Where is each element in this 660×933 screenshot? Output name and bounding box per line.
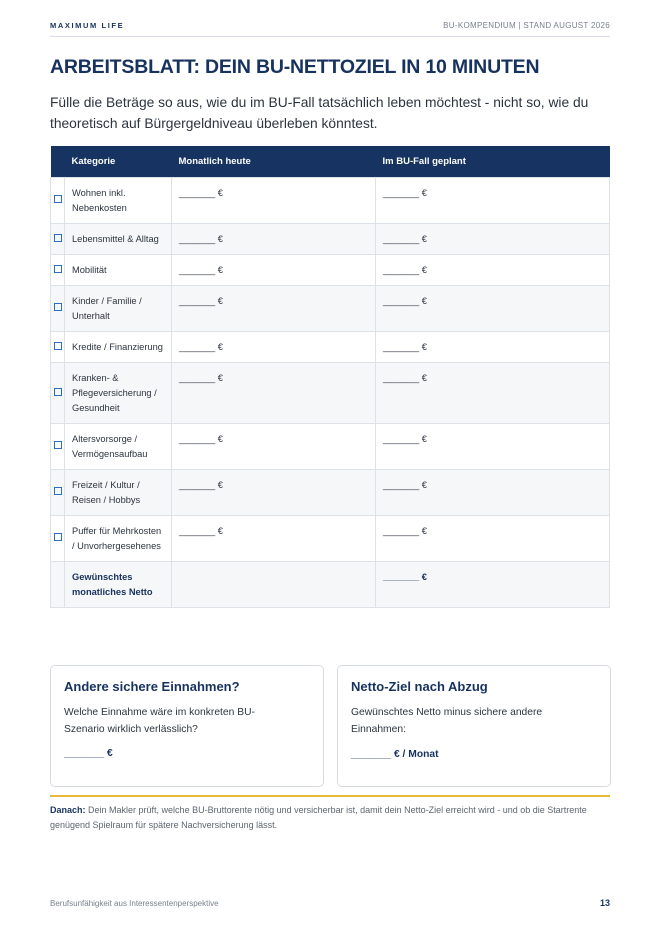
row-checkbox-cell [51, 332, 65, 363]
amount-planned-field[interactable]: _______ € [376, 516, 610, 562]
amount-planned-field[interactable]: _______ € [376, 363, 610, 424]
category-cell: Kinder / Familie / Unterhalt [65, 286, 172, 332]
table-row [51, 332, 610, 363]
amount-planned-field[interactable]: _______ € [376, 224, 610, 255]
amount-planned-field[interactable]: _______ € [376, 286, 610, 332]
category-cell: Mobilität [65, 255, 172, 286]
total-row [51, 562, 610, 608]
header-checkbox-col [51, 146, 65, 178]
note-text: Dein Makler prüft, welche BU-Bruttorente nötig und versicherbar ist, damit dein Netto-Ziel erreicht wird - und ob die Startrente genügend Spielraum für spätere Nachversicherung lässt. [50, 805, 587, 830]
row-checkbox-cell [51, 224, 65, 255]
card-text: Gewünschtes Netto minus sichere andere Einnahmen: [351, 707, 543, 735]
column-header-category: Kategorie [65, 146, 172, 178]
table-row [51, 363, 610, 424]
checkbox[interactable] [54, 303, 62, 311]
amount-today-field[interactable]: _______ € [172, 224, 376, 255]
footer-title: Berufsunfähigkeit aus Interessentenperspektive [50, 899, 219, 908]
total-label: Gewünschtes monatliches Netto [65, 562, 172, 608]
amount-today-field[interactable]: _______ € [172, 470, 376, 516]
total-today-cell [172, 562, 376, 608]
category-cell: Freizeit / Kultur / Reisen / Hobbys [65, 470, 172, 516]
amount-planned-field[interactable]: _______ € [376, 470, 610, 516]
net-goal-field[interactable]: _______ € / Monat [351, 749, 439, 760]
category-cell: Altersvorsorge / Vermögensaufbau [65, 424, 172, 470]
table-row [51, 516, 610, 562]
category-cell: Lebensmittel & Alltag [65, 224, 172, 255]
row-checkbox-cell [51, 178, 65, 224]
worksheet-table [50, 146, 610, 608]
row-checkbox-cell [51, 470, 65, 516]
table-header-row [51, 146, 610, 178]
row-checkbox-cell [51, 255, 65, 286]
page-title: ARBEITSBLATT: DEIN BU-NETTOZIEL IN 10 MINUTEN [50, 56, 540, 78]
other-income-card [50, 665, 324, 787]
page-number: 13 [599, 898, 610, 908]
amount-today-field[interactable]: _______ € [172, 516, 376, 562]
table-row [51, 286, 610, 332]
checkbox[interactable] [54, 234, 62, 242]
amount-today-field[interactable]: _______ € [172, 424, 376, 470]
table-row [51, 255, 610, 286]
amount-today-field[interactable]: _______ € [172, 332, 376, 363]
total-planned-field[interactable]: _______ € [376, 562, 610, 608]
header-divider [50, 36, 610, 37]
checkbox[interactable] [54, 342, 62, 350]
page-header [50, 21, 610, 35]
checkbox[interactable] [54, 441, 62, 449]
card-title: Andere sichere Einnahmen? [64, 679, 240, 694]
column-header-today: Monatlich heute [172, 146, 376, 178]
category-cell: Wohnen inkl. Nebenkosten [65, 178, 172, 224]
closing-note [50, 803, 610, 833]
table-row [51, 178, 610, 224]
table-row [51, 470, 610, 516]
row-checkbox-cell [51, 363, 65, 424]
column-header-planned: Im BU-Fall geplant [376, 146, 610, 178]
amount-planned-field[interactable]: _______ € [376, 424, 610, 470]
amount-planned-field[interactable]: _______ € [376, 255, 610, 286]
row-checkbox-cell [51, 516, 65, 562]
checkbox[interactable] [54, 265, 62, 273]
amount-today-field[interactable]: _______ € [172, 255, 376, 286]
row-checkbox-cell [51, 424, 65, 470]
net-goal-card [337, 665, 611, 787]
category-cell: Puffer für Mehrkosten / Unvorhergesehenes [65, 516, 172, 562]
amount-today-field[interactable]: _______ € [172, 363, 376, 424]
category-cell: Kranken- & Pflegeversicherung / Gesundheit [65, 363, 172, 424]
document-meta: BU-KOMPENDIUM | STAND AUGUST 2026 [443, 21, 610, 30]
amount-planned-field[interactable]: _______ € [376, 332, 610, 363]
row-checkbox-cell [51, 286, 65, 332]
amount-planned-field[interactable]: _______ € [376, 178, 610, 224]
total-checkbox-cell [51, 562, 65, 608]
checkbox[interactable] [54, 487, 62, 495]
table-row [51, 424, 610, 470]
note-label: Danach: [50, 805, 86, 815]
checkbox[interactable] [54, 195, 62, 203]
checkbox[interactable] [54, 533, 62, 541]
other-income-field[interactable]: _______ € [64, 748, 113, 759]
card-title: Netto-Ziel nach Abzug [351, 679, 488, 694]
category-cell: Kredite / Finanzierung [65, 332, 172, 363]
amount-today-field[interactable]: _______ € [172, 178, 376, 224]
brand-name: MAXIMUM LIFE [50, 21, 125, 30]
accent-divider [50, 795, 610, 797]
checkbox[interactable] [54, 388, 62, 396]
card-text: Welche Einnahme wäre im konkreten BU-Szenario wirklich verlässlich? [64, 707, 255, 735]
amount-today-field[interactable]: _______ € [172, 286, 376, 332]
table-row [51, 224, 610, 255]
intro-text: Fülle die Beträge so aus, wie du im BU-Fall tatsächlich leben möchtest - nicht so, wie du theoretisch auf Bürgergeldniveau überleben könntest. [50, 95, 589, 131]
